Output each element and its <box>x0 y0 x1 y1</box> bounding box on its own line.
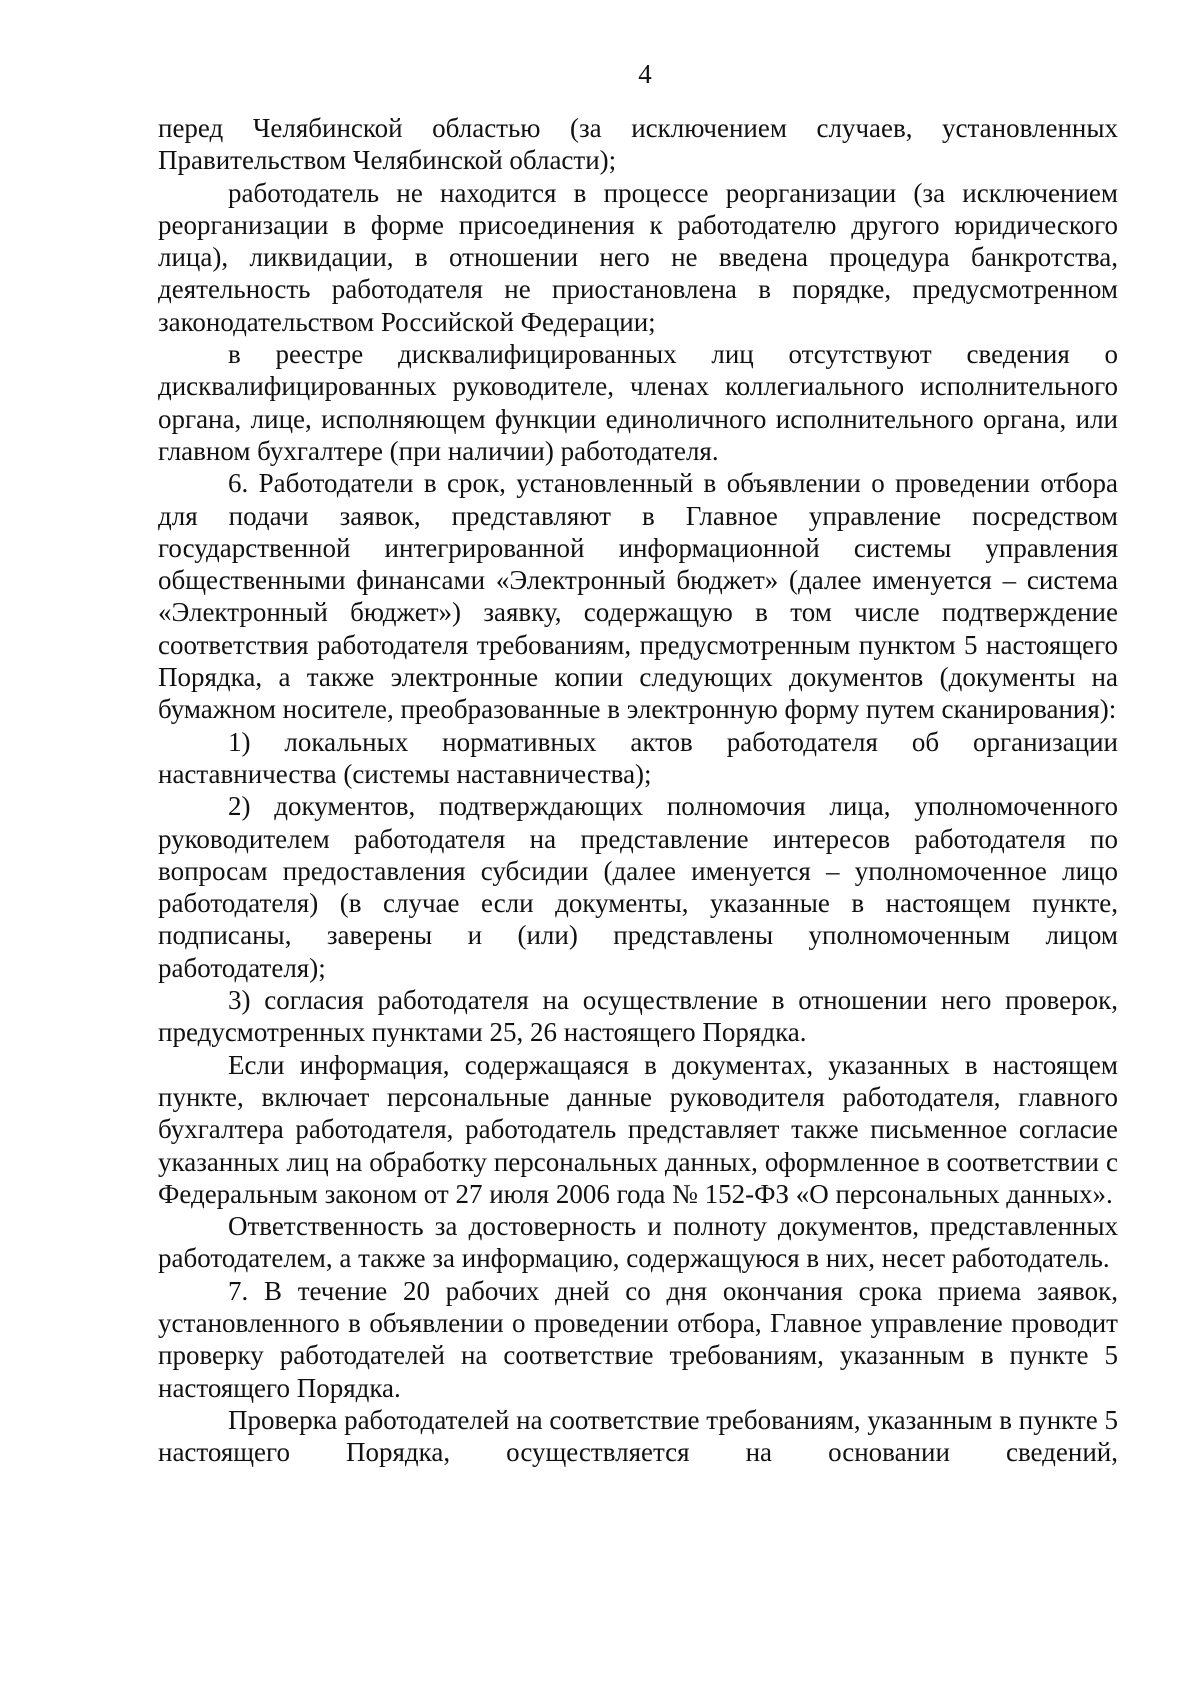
paragraph-subitem-2-authority-documents: 2) документов, подтверждающих полномочия лица, уполномоченного руководителем работодателя на представление интересов работодателя по вопросам предоставления субсидии (далее именуется – уполномоченное лицо работодателя) (в случае если документы, указанные в настоящем пункте, подписаны, заверены и (или) представлены уполномоченным лицом работодателя); <box>158 791 1118 983</box>
paragraph-verification-basis: Проверка работодателей на соответствие требованиям, указанным в пункте 5 настоящего Порядка, осуществляется на основании сведений, <box>158 1404 1118 1468</box>
page-number: 4 <box>638 59 652 89</box>
paragraph-subitem-3-inspection-consent: 3) согласия работодателя на осуществление в отношении него проверок, предусмотренных пунктами 25, 26 настоящего Порядка. <box>158 985 1118 1048</box>
paragraph-reorganization-requirement: работодатель не находится в процессе реорганизации (за исключением реорганизации в форме присоединения к работодателю другого юридического лица), ликвидации, в отношении него не введена процедура банкротства, деятельность работодателя не приостановлена в порядке, предусмотренном законодательством Российской Федерации; <box>158 177 1118 337</box>
paragraph-subitem-1-local-acts: 1) локальных нормативных актов работодателя об организации наставничества (системы наставничества); <box>158 726 1118 789</box>
paragraph-item-7-verification: 7. В течение 20 рабочих дней со дня окончания срока приема заявок, установленного в объявлении о проведении отбора, Главное управление проводит проверку работодателей на соответствие требованиям, указанным в пункте 5 настоящего Порядка. <box>158 1275 1118 1403</box>
paragraph-item-6-application-submission: 6. Работодатели в срок, установленный в объявлении о проведении отбора для подачи заявок, представляют в Главное управление посредством государственной интегрированной информационной системы управления общественными финансами «Электронный бюджет» (далее именуется – система «Электронный бюджет») заявку, содержащую в том числе подтверждение соответствия работодателя требованиям, предусмотренным пунктом 5 настоящего Порядка, а также электронные копии следующих документов (документы на бумажном носителе, преобразованные в электронную форму путем сканирования): <box>158 468 1118 725</box>
document-body <box>158 112 1118 1468</box>
paragraph-disqualified-persons-requirement: в реестре дисквалифицированных лиц отсутствуют сведения о дисквалифицированных руководителе, членах коллегиального исполнительного органа, лице, исполняющем функции единоличного исполнительного органа, или главном бухгалтере (при наличии) работодателя. <box>158 339 1118 466</box>
paragraph-responsibility: Ответственность за достоверность и полноту документов, представленных работодателем, а также за информацию, содержащуюся в них, несет работодатель. <box>158 1211 1118 1274</box>
paragraph-personal-data-consent: Если информация, содержащаяся в документах, указанных в настоящем пункте, включает персональные данные руководителя работодателя, главного бухгалтера работодателя, работодатель представляет также письменное согласие указанных лиц на обработку персональных данных, оформленное в соответствии с Федеральным законом от 27 июля 2006 года № 152-ФЗ «О персональных данных». <box>158 1049 1118 1209</box>
paragraph-continuation: перед Челябинской областью (за исключением случаев, установленных Правительством Челябинской области); <box>158 113 1118 176</box>
